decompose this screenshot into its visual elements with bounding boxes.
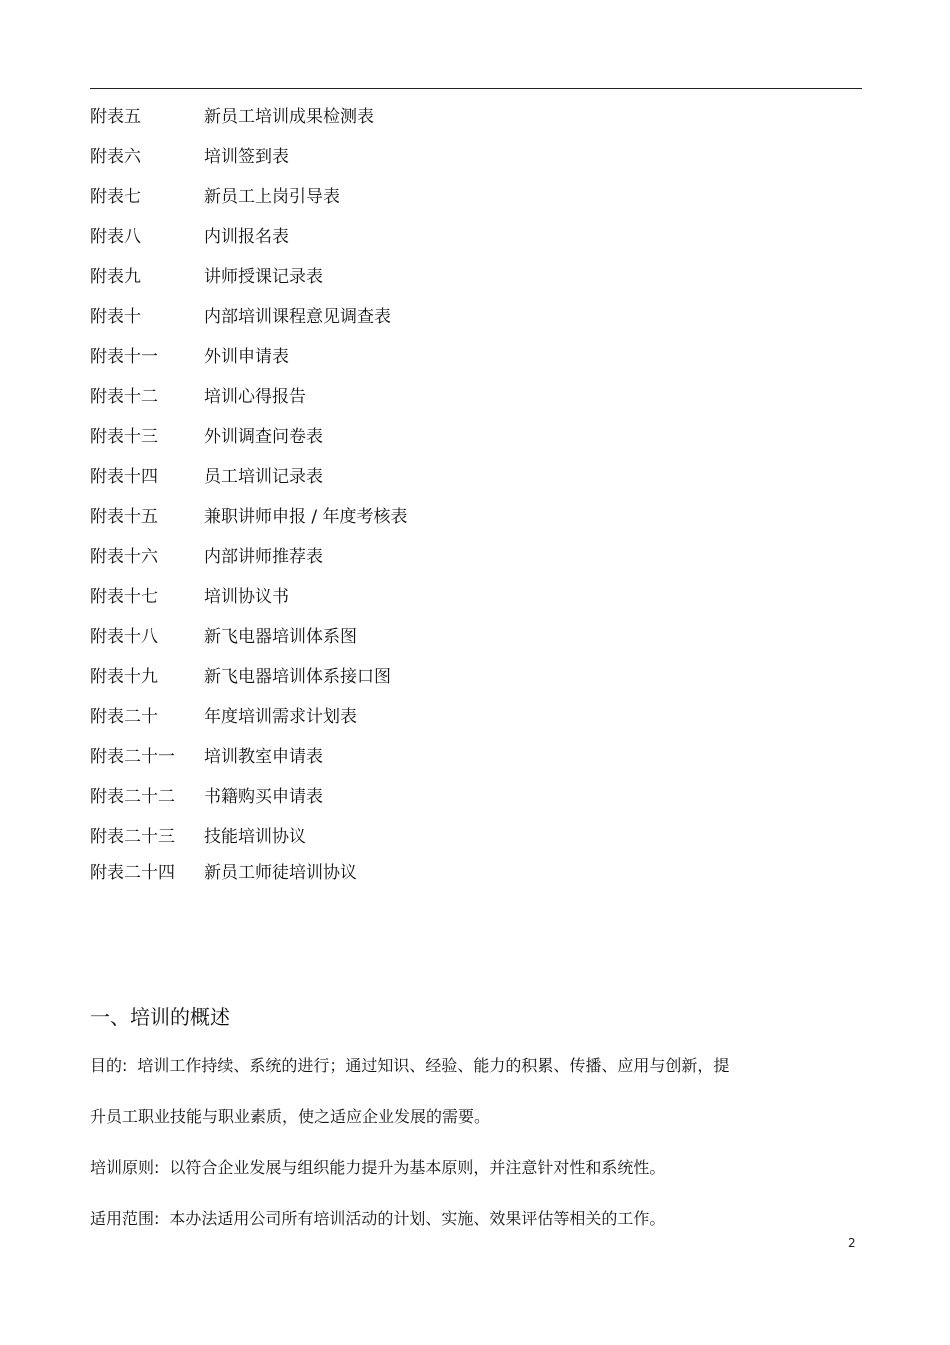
- list-item: [90, 624, 790, 664]
- appendix-code: 附表二十四: [90, 863, 175, 883]
- appendix-title: 技能培训协议: [204, 827, 306, 847]
- scope-paragraph: [90, 1207, 870, 1231]
- appendix-title: 讲师授课记录表: [204, 267, 323, 287]
- appendix-code: 附表十七: [90, 587, 158, 607]
- purpose-paragraph-cont: [90, 1105, 870, 1129]
- appendix-title: 培训签到表: [204, 147, 289, 167]
- appendix-title: 内训报名表: [204, 227, 289, 247]
- appendix-code: 附表十一: [90, 347, 158, 367]
- appendix-code: 附表十五: [90, 507, 158, 527]
- list-item: [90, 144, 790, 184]
- list-item: [90, 344, 790, 384]
- list-item: [90, 744, 790, 784]
- appendix-title: 外训申请表: [204, 347, 289, 367]
- appendix-code: 附表五: [90, 107, 141, 127]
- appendix-code: 附表十六: [90, 547, 158, 567]
- appendix-title: 培训协议书: [204, 587, 289, 607]
- appendix-title: 新员工上岗引导表: [204, 187, 340, 207]
- purpose-label: 目的:: [90, 1056, 128, 1075]
- purpose-paragraph: [90, 1054, 870, 1078]
- header-rule: [90, 88, 862, 89]
- training-overview-section: [90, 1002, 870, 1258]
- list-item: [90, 384, 790, 424]
- appendix-title: 新员工师徒培训协议: [204, 863, 357, 883]
- list-item: [90, 584, 790, 624]
- list-item: [90, 544, 790, 584]
- appendix-title: 培训教室申请表: [204, 747, 323, 767]
- principle-text: 以符合企业发展与组织能力提升为基本原则，并注意针对性和系统性。: [169, 1158, 666, 1177]
- appendix-title: 内部培训课程意见调查表: [204, 307, 391, 327]
- appendix-title: 外训调查问卷表: [204, 427, 323, 447]
- list-item: [90, 664, 790, 704]
- appendix-title: 年度培训需求计划表: [204, 707, 357, 727]
- list-item: [90, 784, 790, 824]
- list-item: [90, 504, 790, 544]
- list-item: [90, 860, 790, 900]
- appendix-title: 新飞电器培训体系图: [204, 627, 357, 647]
- scope-text: 本办法适用公司所有培训活动的计划、实施、效果评估等相关的工作。: [169, 1209, 666, 1228]
- appendix-title: 兼职讲师申报 / 年度考核表: [204, 507, 408, 527]
- principle-paragraph: [90, 1156, 870, 1180]
- appendix-code: 附表十二: [90, 387, 158, 407]
- appendix-code: 附表九: [90, 267, 141, 287]
- purpose-text-1: 培训工作持续、系统的进行；通过知识、经验、能力的积累、传播、应用与创新，提: [137, 1056, 730, 1075]
- appendix-code: 附表七: [90, 187, 141, 207]
- appendix-title: 内部讲师推荐表: [204, 547, 323, 567]
- appendix-code: 附表二十二: [90, 787, 175, 807]
- appendix-title: 员工培训记录表: [204, 467, 323, 487]
- appendix-code: 附表十: [90, 307, 141, 327]
- appendix-code: 附表二十一: [90, 747, 175, 767]
- principle-label: 培训原则:: [90, 1158, 160, 1177]
- appendix-code: 附表十八: [90, 627, 158, 647]
- appendix-title: 新飞电器培训体系接口图: [204, 667, 391, 687]
- purpose-text-2: 升员工职业技能与职业素质，使之适应企业发展的需要。: [90, 1107, 491, 1126]
- appendix-code: 附表二十: [90, 707, 158, 727]
- list-item: [90, 424, 790, 464]
- list-item: [90, 184, 790, 224]
- appendix-title: 新员工培训成果检测表: [204, 107, 374, 127]
- section-heading: 一、培训的概述: [90, 1005, 230, 1029]
- scope-label: 适用范围:: [90, 1209, 160, 1228]
- appendix-list: [90, 104, 790, 900]
- appendix-code: 附表六: [90, 147, 141, 167]
- appendix-code: 附表十三: [90, 427, 158, 447]
- appendix-code: 附表二十三: [90, 827, 175, 847]
- page-number: 2: [848, 1236, 856, 1250]
- list-item: [90, 224, 790, 264]
- list-item: [90, 104, 790, 144]
- appendix-title: 书籍购买申请表: [204, 787, 323, 807]
- list-item: [90, 464, 790, 504]
- list-item: [90, 704, 790, 744]
- appendix-code: 附表十四: [90, 467, 158, 487]
- appendix-title: 培训心得报告: [204, 387, 306, 407]
- list-item: [90, 304, 790, 344]
- list-item: [90, 824, 790, 860]
- list-item: [90, 264, 790, 304]
- appendix-code: 附表八: [90, 227, 141, 247]
- appendix-code: 附表十九: [90, 667, 158, 687]
